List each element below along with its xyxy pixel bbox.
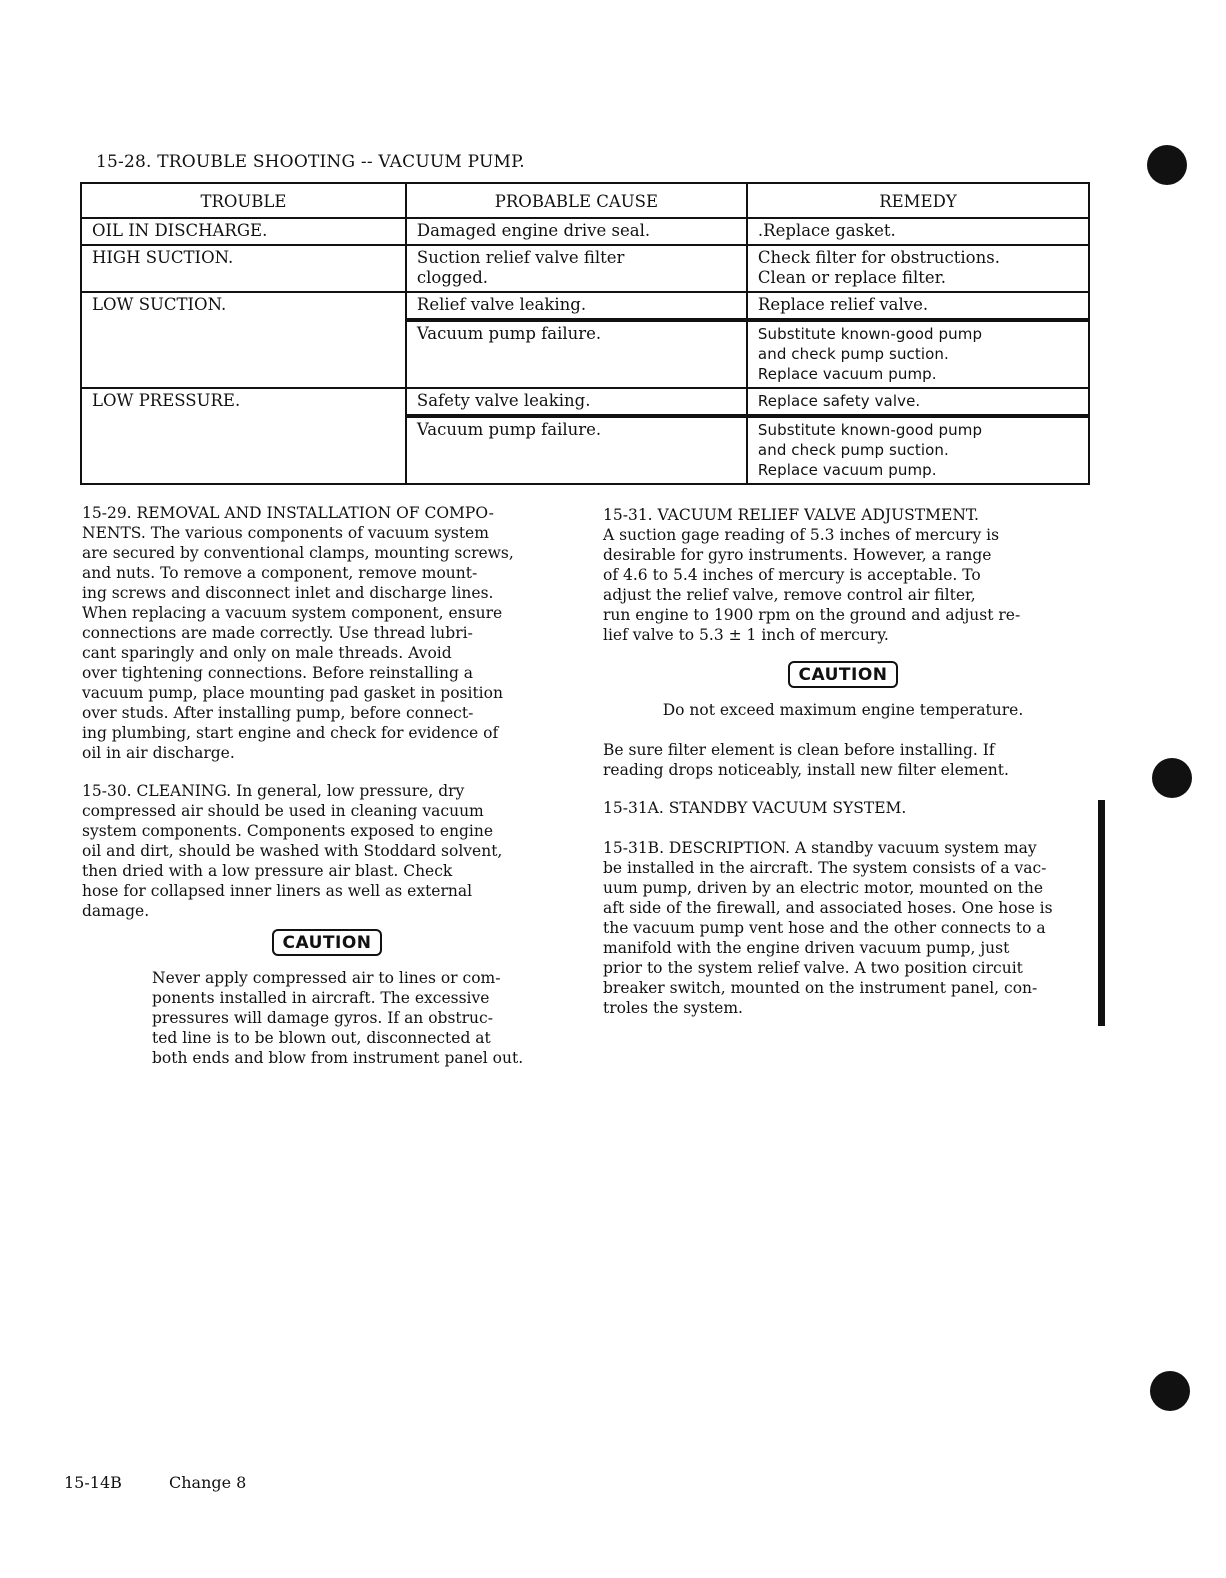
page-footer bbox=[64, 1473, 246, 1492]
cause-cell: Damaged engine drive seal. bbox=[406, 218, 747, 245]
binder-hole-middle bbox=[1152, 758, 1192, 798]
table-row bbox=[81, 218, 1089, 245]
binder-hole-bottom bbox=[1150, 1371, 1190, 1411]
cause-cell: Safety valve leaking. bbox=[406, 388, 747, 416]
caution-text-left: Never apply compressed air to lines or com- ponents installed in aircraft. The excessive pressures will damage gyros. If an obstruc- ted line is to be blown out, disconnected at both ends and blow from instrument panel out. bbox=[152, 969, 524, 1067]
remedy-cell: .Replace gasket. bbox=[747, 218, 1089, 245]
trouble-cell: LOW PRESSURE. bbox=[81, 388, 406, 484]
remedy-cell: Replace safety valve. bbox=[747, 388, 1089, 416]
caution-label: CAUTION bbox=[272, 929, 381, 956]
caution-header-left bbox=[82, 929, 572, 956]
paragraph-15-31a: 15-31A. STANDBY VACUUM SYSTEM. bbox=[603, 799, 907, 817]
caution-label: CAUTION bbox=[788, 661, 897, 688]
trouble-cell: LOW SUCTION. bbox=[81, 292, 406, 388]
left-column bbox=[82, 503, 572, 1086]
paragraph-filter: Be sure filter element is clean before installing. If reading drops noticeably, install new filter element. bbox=[603, 741, 1009, 779]
cause-cell: Relief valve leaking. bbox=[406, 292, 747, 320]
remedy-cell: Check filter for obstructions. Clean or replace filter. bbox=[747, 245, 1089, 292]
section-title: 15-28. TROUBLE SHOOTING -- VACUUM PUMP. bbox=[96, 152, 525, 172]
caution-text-right: Do not exceed maximum engine temperature. bbox=[662, 701, 1024, 719]
page-number: 15-14B bbox=[64, 1473, 122, 1492]
paragraph-15-31: 15-31. VACUUM RELIEF VALVE ADJUSTMENT. A suction gage reading of 5.3 inches of mercury is desirable for gyro instruments. However, a range of 4.6 to 5.4 inches of mercury is acceptable. To adjust the relief valve, remove control air filter, run engine to 1900 rpm on the ground and adjust re- lief valve to 5.3 ± 1 inch of mercury. bbox=[603, 506, 1021, 644]
revision-bar bbox=[1098, 800, 1105, 1026]
paragraph-15-29: 15-29. REMOVAL AND INSTALLATION OF COMPO- NENTS. The various components of vacuum system are secured by conventional clamps, mounting screws, and nuts. To remove a component, remove mount- ing screws and disconnect inlet and discharge lines. When replacing a vacuum system component, ensure connections are made correctly. Use thread lubri- cant sparingly and only on male threads. Avoid over tightening connections. Before reinstalling a vacuum pump, place mounting pad gasket in position over studs. After installing pump, before connect- ing plumbing, start engine and check for evidence of oil in air discharge. bbox=[82, 504, 514, 762]
right-column bbox=[603, 505, 1083, 1036]
cause-cell: Suction relief valve filter clogged. bbox=[406, 245, 747, 292]
table-row bbox=[81, 388, 1089, 416]
remedy-cell: Substitute known-good pump and check pump suction. Replace vacuum pump. bbox=[747, 320, 1089, 388]
cause-cell: Vacuum pump failure. bbox=[406, 320, 747, 388]
paragraph-15-31b: 15-31B. DESCRIPTION. A standby vacuum system may be installed in the aircraft. The system consists of a vac- uum pump, driven by an electric motor, mounted on the aft side of the firewall, and associated hoses. One hose is the vacuum pump vent hose and the other connects to a manifold with the engine driven vacuum pump, just prior to the system relief valve. A two position circuit breaker switch, mounted on the instrument panel, con- troles the system. bbox=[603, 839, 1053, 1017]
change-number: Change 8 bbox=[168, 1473, 247, 1492]
table-row bbox=[81, 292, 1089, 320]
header-probable-cause: PROBABLE CAUSE bbox=[406, 183, 747, 218]
trouble-cell: OIL IN DISCHARGE. bbox=[81, 218, 406, 245]
remedy-cell: Replace relief valve. bbox=[747, 292, 1089, 320]
header-trouble: TROUBLE bbox=[81, 183, 406, 218]
remedy-cell: Substitute known-good pump and check pump suction. Replace vacuum pump. bbox=[747, 416, 1089, 484]
table-header-row bbox=[81, 183, 1089, 218]
trouble-cell: HIGH SUCTION. bbox=[81, 245, 406, 292]
caution-header-right bbox=[603, 661, 1083, 688]
paragraph-15-30: 15-30. CLEANING. In general, low pressure, dry compressed air should be used in cleaning vacuum system components. Components exposed to engine oil and dirt, should be washed with Stoddard solvent, then dried with a low pressure air blast. Check hose for collapsed inner liners as well as external damage. bbox=[82, 782, 503, 920]
header-remedy: REMEDY bbox=[747, 183, 1089, 218]
cause-cell: Vacuum pump failure. bbox=[406, 416, 747, 484]
table-row bbox=[81, 245, 1089, 292]
trouble-shooting-table bbox=[80, 182, 1090, 485]
binder-hole-top bbox=[1147, 145, 1187, 185]
